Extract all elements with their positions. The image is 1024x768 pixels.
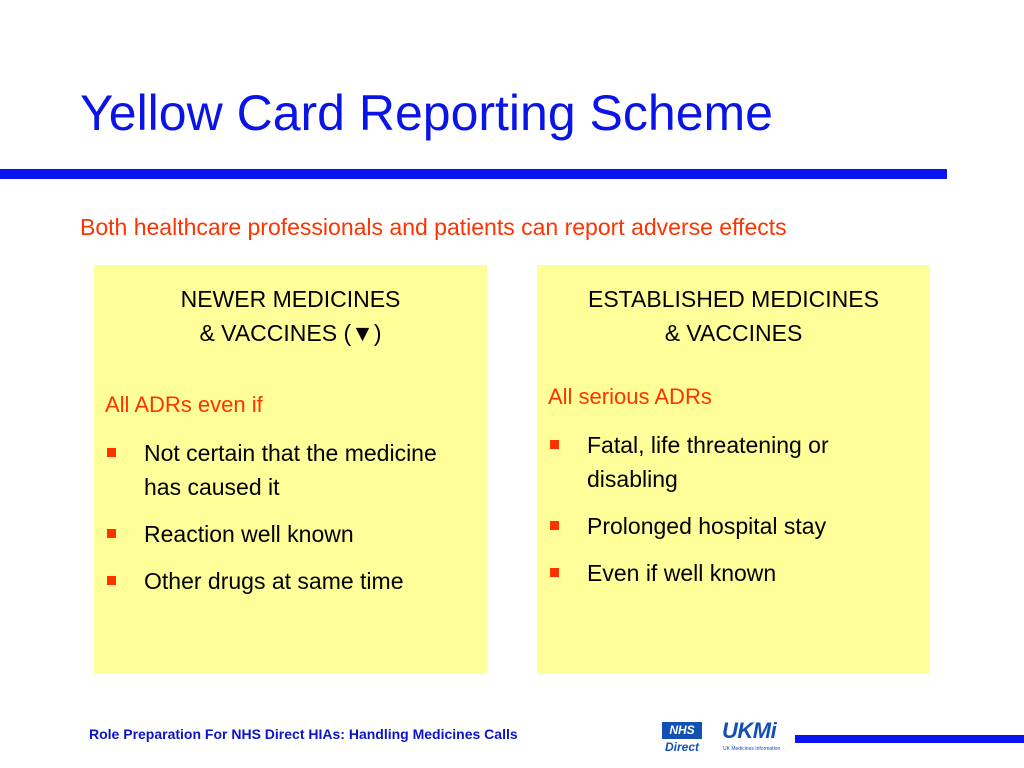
newer-medicines-panel bbox=[94, 265, 487, 674]
list-item bbox=[548, 556, 922, 590]
square-bullet-icon bbox=[107, 576, 116, 585]
list-item bbox=[548, 428, 922, 496]
list-item bbox=[105, 564, 479, 598]
square-bullet-icon bbox=[550, 568, 559, 577]
nhs-badge: NHS bbox=[662, 722, 702, 739]
footer-caption: Role Preparation For NHS Direct HIAs: Handling Medicines Calls bbox=[89, 726, 518, 742]
newer-medicines-intro: All ADRs even if bbox=[105, 392, 263, 417]
square-bullet-icon bbox=[107, 448, 116, 457]
newer-medicines-heading bbox=[94, 282, 487, 350]
heading-line: NEWER MEDICINES bbox=[180, 286, 401, 312]
list-item-text: Not certain that the medicine has caused it bbox=[144, 440, 437, 500]
newer-medicines-bullet-list bbox=[105, 436, 479, 611]
established-medicines-panel bbox=[537, 265, 930, 674]
list-item-text: Other drugs at same time bbox=[144, 568, 404, 594]
heading-line: & VACCINES bbox=[664, 320, 803, 346]
list-item bbox=[105, 517, 479, 551]
square-bullet-icon bbox=[550, 440, 559, 449]
list-item bbox=[105, 436, 479, 504]
square-bullet-icon bbox=[107, 529, 116, 538]
square-bullet-icon bbox=[550, 521, 559, 530]
established-medicines-bullet-list bbox=[548, 428, 922, 603]
ukmi-logo bbox=[722, 718, 792, 760]
established-medicines-heading bbox=[537, 282, 930, 350]
list-item-text: Reaction well known bbox=[144, 521, 354, 547]
footer-rule bbox=[795, 735, 1024, 743]
title-underline-rule bbox=[0, 169, 947, 179]
nhs-direct-wordmark: Direct bbox=[664, 740, 699, 754]
list-item-text: Even if well known bbox=[587, 560, 777, 586]
nhs-direct-logo bbox=[660, 722, 708, 758]
heading-line: & VACCINES (▼) bbox=[199, 320, 382, 346]
ukmi-wordmark: UKMi bbox=[722, 718, 777, 743]
established-medicines-intro: All serious ADRs bbox=[548, 384, 712, 409]
ukmi-tagline: UK Medicines Information bbox=[723, 746, 781, 752]
list-item-text: Prolonged hospital stay bbox=[587, 513, 827, 539]
slide-title: Yellow Card Reporting Scheme bbox=[80, 85, 773, 141]
slide-subtitle: Both healthcare professionals and patients can report adverse effects bbox=[80, 214, 787, 240]
heading-line: ESTABLISHED MEDICINES bbox=[588, 286, 879, 312]
list-item bbox=[548, 509, 922, 543]
list-item-text: Fatal, life threatening or disabling bbox=[587, 432, 829, 492]
